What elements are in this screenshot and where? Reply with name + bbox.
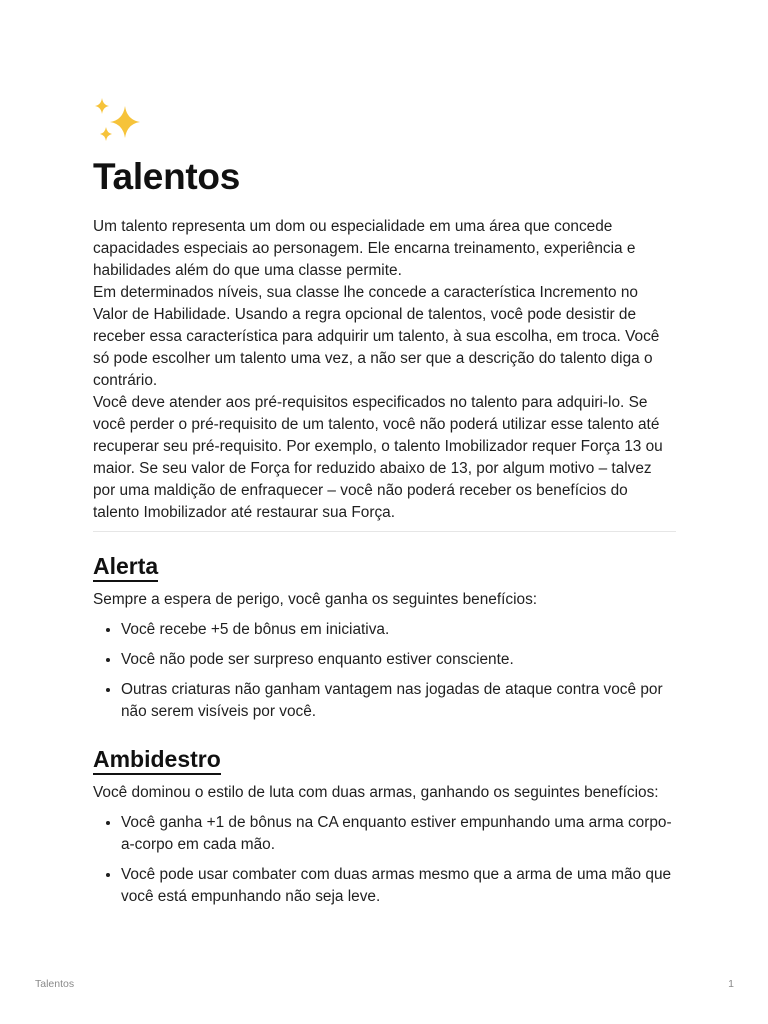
intro-paragraph: Você deve atender aos pré-requisitos especificados no talento para adquiri-lo. Se você perder o pré-requisito de um talento, você não poderá utilizar esse talento até recuperar seu pré-requisito. Por exemplo, o talento Imobilizador requer Força 13 ou maior. Se seu valor de Força for reduzido abaixo de 13, por algum motivo – talvez por uma maldição de enfraquecer – você não poderá receber os benefícios do talento Imobilizador até restaurar sua Força. [93, 394, 663, 521]
footer-title: Talentos [35, 978, 75, 990]
section-heading-alerta: Alerta [93, 552, 158, 582]
list-item: • Você ganha +1 de bônus na CA enquanto estiver empunhando uma arma corpo-a-corpo em cada mão. [121, 812, 676, 856]
list-item: • Você pode usar combater com duas armas mesmo que a arma de uma mão que você está empunhando não seja leve. [121, 864, 676, 908]
list-item: • Você recebe +5 de bônus em iniciativa. [121, 619, 676, 641]
list-item: • Você não pode ser surpreso enquanto estiver consciente. [121, 649, 676, 671]
intro-text [93, 216, 676, 524]
list-item: • Outras criaturas não ganham vantagem nas jogadas de ataque contra você por não serem visíveis por você. [121, 679, 676, 723]
section-heading-ambidestro: Ambidestro [93, 745, 221, 775]
sparkles-icon [91, 96, 145, 150]
section-lead-ambidestro: Você dominou o estilo de luta com duas armas, ganhando os seguintes benefícios: [93, 784, 659, 801]
page-title: Talentos [93, 156, 240, 197]
page-number: 1 [728, 978, 734, 990]
document-page [93, 96, 676, 908]
intro-paragraph: Um talento representa um dom ou especialidade em uma área que concede capacidades especiais ao personagem. Ele encarna treinamento, experiência e habilidades além do que uma classe permite. [93, 218, 636, 279]
section-lead-alerta: Sempre a espera de perigo, você ganha os seguintes benefícios: [93, 591, 538, 608]
section-divider [93, 531, 676, 532]
benefits-list-alerta [93, 619, 676, 723]
intro-paragraph: Em determinados níveis, sua classe lhe concede a característica Incremento no Valor de Habilidade. Usando a regra opcional de talentos, você pode desistir de receber essa característica para adquirir um talento, à sua escolha, em troca. Você só pode escolher um talento uma vez, a não ser que a descrição do talento diga o contrário. [93, 284, 660, 389]
benefits-list-ambidestro [93, 812, 676, 908]
